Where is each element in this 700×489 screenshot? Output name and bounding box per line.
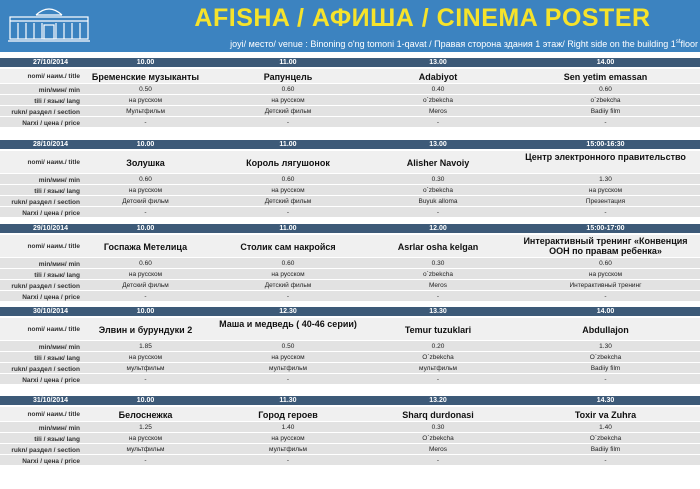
show-time: 13.30	[429, 308, 447, 315]
show-section: Детский фильм	[264, 108, 312, 115]
row-lang	[0, 352, 700, 363]
row-label-section: rukn/ раздел / section	[11, 109, 80, 116]
show-section: Интерактивный тренинг	[569, 282, 642, 289]
show-time: 14.00	[596, 308, 615, 315]
show-time: 12.30	[279, 308, 297, 315]
show-time: 15:00-16:30	[586, 141, 625, 148]
row-price	[0, 207, 700, 218]
show-lang: O`zbekcha	[589, 435, 622, 442]
show-title: Элвин и бурундуки 2	[98, 324, 193, 335]
show-lang: на русском	[128, 271, 163, 278]
poster-title: AFISHA / АФИША / CINEMA POSTER	[194, 4, 651, 32]
show-time: 10.00	[136, 59, 155, 66]
show-min: 0.40	[431, 86, 445, 93]
show-section: Badiiy film	[590, 108, 621, 115]
show-section: Buyuk alloma	[418, 198, 458, 205]
show-price: -	[604, 209, 607, 216]
show-min: 0.60	[281, 176, 295, 183]
row-title	[0, 151, 700, 174]
day-date: 29/10/2014	[32, 225, 68, 232]
row-min	[0, 341, 700, 352]
row-title	[0, 69, 700, 84]
venue-line	[100, 36, 698, 50]
show-time: 13.00	[429, 141, 447, 148]
row-lang	[0, 95, 700, 106]
show-min: 0.60	[281, 86, 295, 93]
show-min: 0.60	[599, 86, 612, 93]
show-min: 0.50	[139, 86, 152, 93]
show-price: -	[604, 293, 607, 300]
show-section: мультфильм	[126, 365, 165, 372]
row-min	[0, 84, 700, 95]
day-header-row	[0, 307, 700, 316]
show-lang: o`zbekcha	[423, 271, 453, 278]
show-title: Adabiyot	[418, 71, 458, 82]
row-section	[0, 280, 700, 291]
row-label-min: min/мин/ min	[38, 425, 80, 432]
show-lang: на русском	[271, 97, 305, 104]
show-min: 0.30	[431, 424, 445, 431]
show-lang: o`zbekcha	[423, 97, 453, 104]
row-lang	[0, 185, 700, 196]
show-min: 1.25	[139, 424, 152, 431]
show-time: 14.30	[596, 397, 615, 404]
show-price: -	[286, 209, 290, 216]
show-time: 14.00	[596, 59, 615, 66]
show-price: -	[144, 376, 147, 383]
row-section	[0, 196, 700, 207]
show-time: 11.00	[279, 141, 297, 148]
row-label-min: min/мин/ min	[38, 177, 80, 184]
show-min: 0.30	[431, 260, 445, 267]
row-min	[0, 258, 700, 269]
row-label-min: min/мин/ min	[38, 344, 80, 351]
row-label-title: nomi/ наим./ title	[27, 326, 80, 333]
show-section: Детский фильм	[122, 282, 169, 289]
show-section: Badiiy film	[590, 446, 621, 453]
show-min: 0.20	[431, 343, 445, 350]
show-min: 0.60	[139, 260, 152, 267]
row-price	[0, 455, 700, 466]
row-label-min: min/мин/ min	[38, 261, 80, 268]
show-section: Детский фильм	[122, 198, 169, 205]
show-lang: o`zbekcha	[423, 187, 453, 194]
row-title	[0, 235, 700, 258]
show-time: 13.20	[429, 397, 447, 404]
row-label-price: Narxi / цена / price	[22, 210, 80, 217]
show-section: Презентация	[585, 198, 626, 205]
show-lang: на русском	[588, 187, 623, 194]
row-section	[0, 363, 700, 374]
row-label-title: nomi/ наим./ title	[27, 411, 80, 418]
day-header-row	[0, 58, 700, 67]
show-lang: на русском	[128, 435, 163, 442]
show-lang: на русском	[588, 271, 623, 278]
show-section: Meros	[428, 446, 448, 453]
show-title: Столик сам накройся	[240, 241, 336, 252]
show-price: -	[144, 209, 147, 216]
show-lang: на русском	[271, 354, 305, 361]
row-lang	[0, 433, 700, 444]
venue-superscript: st	[675, 39, 681, 45]
show-min: 0.30	[431, 176, 445, 183]
show-price: -	[436, 293, 440, 300]
row-label-price: Narxi / цена / price	[22, 120, 80, 127]
show-section: мультфильм	[269, 365, 307, 372]
show-lang: o`zbekcha	[590, 97, 621, 104]
show-min: 0.50	[281, 343, 295, 350]
show-time: 10.00	[136, 308, 155, 315]
show-title: Temur tuzuklari	[404, 324, 472, 335]
row-label-price: Narxi / цена / price	[22, 294, 80, 301]
show-title: Sharq durdonasi	[402, 409, 474, 420]
row-label-lang: tili / язык/ lang	[34, 188, 80, 195]
row-price	[0, 374, 700, 385]
show-min: 0.60	[139, 176, 152, 183]
show-lang: на русском	[128, 187, 163, 194]
show-title: Abdullajon	[582, 324, 629, 335]
show-title: Город героев	[258, 409, 318, 420]
show-section: мультфильм	[269, 446, 307, 453]
show-price: -	[286, 376, 290, 383]
show-lang: на русском	[128, 354, 163, 361]
show-price: -	[604, 119, 607, 126]
show-price: -	[604, 376, 607, 383]
show-time: 10.00	[136, 225, 155, 232]
show-price: -	[436, 119, 440, 126]
row-label-section: rukn/ раздел / section	[11, 283, 80, 290]
row-section	[0, 444, 700, 455]
building-logo-icon	[6, 3, 92, 45]
row-label-lang: tili / язык/ lang	[34, 98, 80, 105]
show-price: -	[436, 457, 440, 464]
show-title: Alisher Navoiy	[406, 157, 470, 168]
show-time: 11.30	[279, 397, 297, 404]
day-date: 30/10/2014	[32, 308, 68, 315]
day-date: 28/10/2014	[32, 141, 68, 148]
row-label-min: min/мин/ min	[38, 87, 80, 94]
show-lang: на русском	[128, 97, 163, 104]
show-title: Госпажа Метелица	[103, 241, 188, 252]
day-header-row	[0, 396, 700, 405]
row-label-price: Narxi / цена / price	[22, 377, 80, 384]
show-title: Sen yetim emassan	[563, 71, 648, 82]
poster-header	[0, 0, 700, 52]
show-title: Король лягушонок	[246, 157, 330, 168]
row-label-lang: tili / язык/ lang	[34, 355, 80, 362]
row-label-lang: tili / язык/ lang	[34, 436, 80, 443]
show-section: Детский фильм	[264, 282, 312, 289]
show-title: Asrlar osha kelgan	[397, 241, 479, 252]
row-label-price: Narxi / цена / price	[22, 458, 80, 465]
show-time: 10.00	[136, 141, 155, 148]
show-lang: O`zbekcha	[589, 354, 622, 361]
show-title: Toxir va Zuhra	[574, 409, 637, 420]
day-date: 31/10/2014	[32, 397, 68, 404]
row-lang	[0, 269, 700, 280]
show-section: Мультфильм	[126, 108, 165, 115]
row-label-title: nomi/ наим./ title	[27, 73, 80, 80]
show-price: -	[286, 119, 290, 126]
row-price	[0, 117, 700, 128]
day-header-row	[0, 224, 700, 233]
row-title	[0, 407, 700, 422]
show-lang: на русском	[271, 187, 305, 194]
venue-text: joyi/ место/ venue : Binoning o'ng tomoni 1-qavat / Правая сторона здания 1 этаж/ Right side on the building 1	[230, 39, 676, 49]
show-price: -	[286, 457, 290, 464]
row-price	[0, 291, 700, 302]
show-min: 1.30	[599, 343, 612, 350]
show-time: 15:00-17:00	[586, 225, 625, 232]
show-price: -	[604, 457, 607, 464]
show-lang: на русском	[271, 271, 305, 278]
show-title: Интерактивный тренинг «Конвенция ООН по правам ребенка»	[523, 236, 688, 256]
row-label-lang: tili / язык/ lang	[34, 272, 80, 279]
row-label-section: rukn/ раздел / section	[11, 366, 80, 373]
day-header-row	[0, 140, 700, 149]
row-label-title: nomi/ наим./ title	[27, 243, 80, 250]
show-section: Meros	[428, 108, 448, 115]
row-label-section: rukn/ раздел / section	[11, 447, 80, 454]
show-lang: O`zbekcha	[422, 354, 454, 361]
show-section: Badiiy film	[590, 365, 621, 372]
show-time: 11.00	[279, 59, 297, 66]
show-price: -	[144, 293, 147, 300]
show-min: 1.40	[599, 424, 612, 431]
show-price: -	[144, 457, 147, 464]
show-title: Центр электронного правительство	[525, 152, 686, 162]
show-title: Бременские музыканты	[91, 71, 200, 82]
row-label-title: nomi/ наим./ title	[27, 159, 80, 166]
venue-floor: floor	[680, 39, 698, 49]
show-title: Белоснежка	[118, 409, 173, 420]
show-time: 12.00	[429, 225, 447, 232]
show-section: мультфильм	[126, 446, 165, 453]
row-section	[0, 106, 700, 117]
show-time: 10.00	[136, 397, 155, 404]
show-price: -	[144, 119, 147, 126]
show-section: Meros	[428, 282, 448, 289]
row-label-section: rukn/ раздел / section	[11, 199, 80, 206]
show-min: 0.60	[599, 260, 612, 267]
show-min: 0.60	[281, 260, 295, 267]
show-section: мультфильм	[419, 365, 457, 372]
show-title: Маша и медведь ( 40-46 серии)	[219, 319, 357, 329]
show-min: 1.85	[139, 343, 152, 350]
show-lang: O`zbekcha	[422, 435, 454, 442]
show-title: Золушка	[126, 157, 165, 168]
show-min: 1.40	[281, 424, 295, 431]
day-date: 27/10/2014	[32, 59, 68, 66]
show-price: -	[436, 376, 440, 383]
show-title: Рапунцель	[263, 71, 313, 82]
show-lang: на русском	[271, 435, 305, 442]
row-min	[0, 174, 700, 185]
show-min: 1.30	[599, 176, 612, 183]
row-min	[0, 422, 700, 433]
row-title	[0, 318, 700, 341]
show-price: -	[286, 293, 290, 300]
show-price: -	[436, 209, 440, 216]
show-time: 13.00	[429, 59, 447, 66]
show-time: 11.00	[279, 225, 297, 232]
show-section: Детский фильм	[264, 198, 312, 205]
